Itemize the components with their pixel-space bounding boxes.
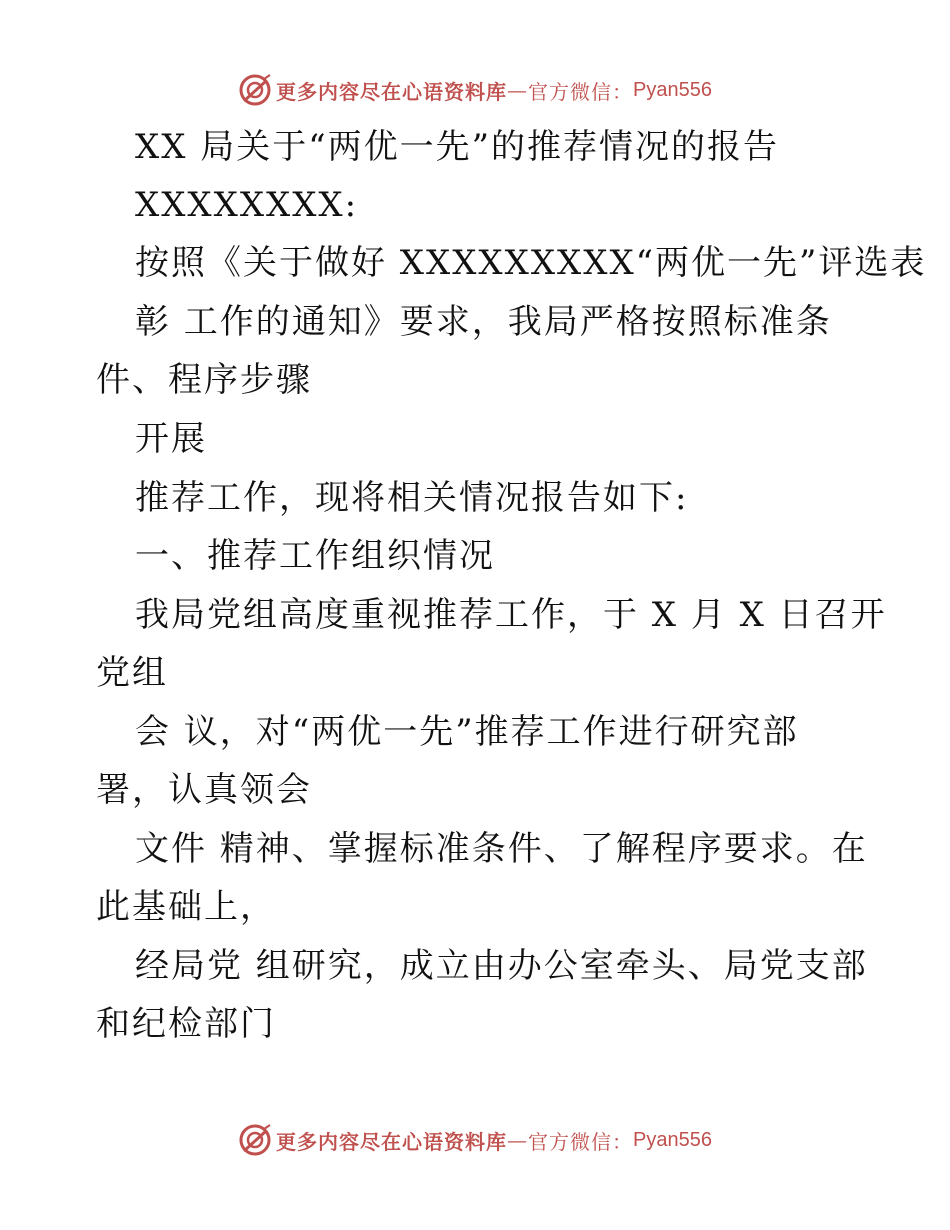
recipient-line: XXXXXXXX: bbox=[135, 185, 359, 225]
text-line: 会 议，对“两优一先”推荐工作进行研究部 bbox=[135, 712, 799, 752]
watermark-banner-top bbox=[0, 70, 950, 110]
banner-id: Pyan556 bbox=[633, 78, 712, 101]
text-line: 按照《关于做好 XXXXXXXXX“两优一先”评选表 bbox=[135, 243, 927, 283]
text-line: 和纪检部门 bbox=[96, 1004, 276, 1044]
logo-icon bbox=[238, 73, 272, 107]
text-line: 此基础上， bbox=[96, 887, 276, 927]
document-title: XX 局关于“两优一先”的推荐情况的报告 bbox=[135, 127, 779, 167]
text-line: 经局党 组研究，成立由办公室牵头、局党支部 bbox=[135, 946, 868, 986]
text-line: 我局党组高度重视推荐工作，于 X 月 X 日召开 bbox=[135, 595, 887, 635]
text-line: 彰 工作的通知》要求，我局严格按照标准条 bbox=[135, 302, 832, 342]
banner-text: 更多内容尽在心语资料库 bbox=[276, 79, 508, 104]
banner-text: 更多内容尽在心语资料库 bbox=[276, 1129, 508, 1154]
banner-dash: — bbox=[507, 78, 529, 102]
text-line: 署，认真领会 bbox=[96, 770, 312, 810]
banner-sub: 官方微信： bbox=[528, 79, 634, 104]
banner-dash: — bbox=[507, 1128, 529, 1152]
text-line: 文件 精神、掌握标准条件、了解程序要求。在 bbox=[135, 829, 868, 869]
banner-sub: 官方微信： bbox=[528, 1129, 634, 1154]
logo-icon bbox=[238, 1123, 272, 1157]
banner-id: Pyan556 bbox=[633, 1128, 712, 1151]
section-heading: 一、推荐工作组织情况 bbox=[135, 536, 495, 576]
text-line: 推荐工作，现将相关情况报告如下: bbox=[135, 478, 689, 518]
watermark-banner-bottom bbox=[0, 1120, 950, 1160]
text-line: 件、程序步骤 bbox=[96, 360, 312, 400]
text-line: 开展 bbox=[135, 419, 207, 459]
text-line: 党组 bbox=[96, 653, 168, 693]
